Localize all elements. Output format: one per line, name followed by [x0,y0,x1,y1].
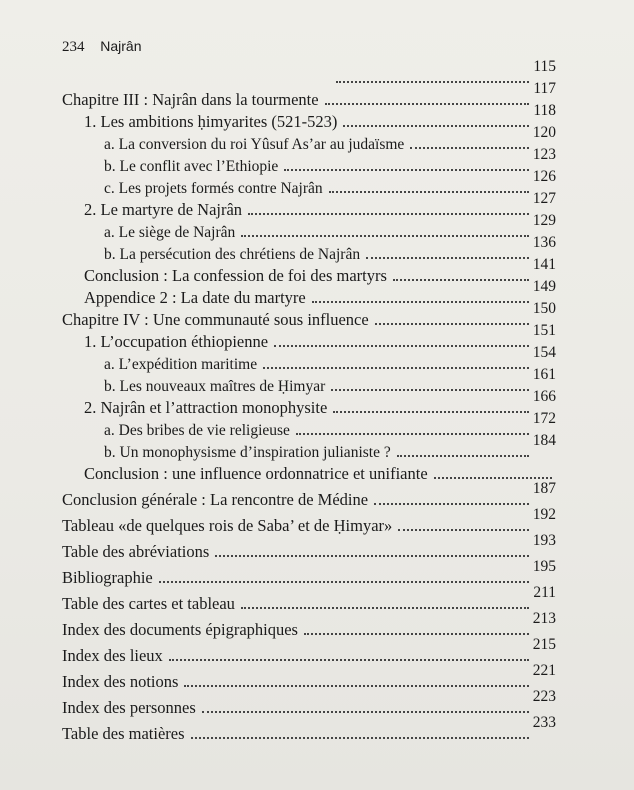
dot-leader [215,555,528,557]
toc-entry-page: 151 [532,322,556,339]
dot-leader [296,433,529,435]
toc-entry-page: 120 [532,124,556,141]
dot-leader [274,345,529,347]
dot-leader [312,301,529,303]
toc-entry-page: 187 [532,480,556,497]
toc-entry-label: 1. Les ambitions ḥimyarites (521-523) [84,112,338,131]
dot-leader [191,737,529,739]
toc-entry [104,212,556,242]
toc-entry-label: Chapitre III : Najrân dans la tourmente [62,90,319,109]
toc-entry [62,662,556,692]
toc-entry-label: 2. Najrân et l’attraction monophysite [84,398,328,417]
header-title: Najrân [100,38,142,54]
dot-leader [336,81,529,83]
toc-entry [104,366,556,396]
toc-entry [62,80,556,110]
dot-leader [434,477,552,479]
toc-entry [84,102,556,132]
toc-entry-label: Index des personnes [62,698,196,717]
toc-entry-label: b. Un monophysisme d’inspiration julianiste ? [104,444,391,461]
toc-entry-label: c. Les projets formés contre Najrân [104,180,323,197]
dot-leader [398,529,528,531]
toc-entry-label: 2. Le martyre de Najrân [84,200,243,219]
dot-leader [343,125,529,127]
toc-entry-label: b. Le conflit avec l’Ethiopie [104,158,279,175]
toc-entry-label: Chapitre IV : Une communauté sous influence [62,310,369,329]
toc-entry-label: Conclusion : La confession de foi des martyrs [84,266,387,285]
toc-entry [104,168,556,198]
toc-entry [62,532,556,562]
toc-entry [84,322,556,352]
toc-entry-label: a. La conversion du roi Yûsuf As’ar au judaïsme [104,136,405,153]
dot-leader [325,103,530,105]
toc-entry [62,636,556,666]
toc-entry [104,432,556,462]
dot-leader [304,633,529,635]
toc-entry-page: 149 [532,278,556,295]
toc-entry-page: 150 [532,300,556,317]
toc-entry [62,688,556,718]
toc-entry [84,256,556,286]
toc-entry-page: 221 [532,662,556,679]
toc-entry-label: Index des lieux [62,646,163,665]
dot-leader [263,367,529,369]
toc-entry-page: 192 [532,506,556,523]
toc-entry [104,344,556,374]
dot-leader [284,169,528,171]
toc-entry-label: a. Le siège de Najrân [104,224,236,241]
toc-entry-page: 127 [532,190,556,207]
header-page-number: 234 [62,39,85,55]
toc-entry-page: 215 [532,636,556,653]
toc-entry-page: 141 [532,256,556,273]
toc-entry-label: Index des notions [62,672,179,691]
toc-entry [104,124,556,154]
dot-leader [169,659,529,661]
toc-entry [62,300,556,330]
toc-entry-page: 123 [532,146,556,163]
toc-entry [104,146,556,176]
toc-entry-page: 211 [533,584,556,601]
toc-entry [84,388,556,418]
toc-entry-label: Table des cartes et tableau [62,594,235,613]
toc-entry-page: 233 [532,714,556,731]
toc-entry-label: Appendice 2 : La date du martyre [84,288,306,307]
dot-leader [374,503,529,505]
toc-entry-page: 136 [532,234,556,251]
toc-entry-label: 1. L’occupation éthiopienne [84,332,269,351]
dot-leader [329,191,529,193]
toc-entry-page: 161 [532,366,556,383]
toc-entry-page: 193 [532,532,556,549]
toc-entry-page: 213 [532,610,556,627]
toc-entry-page: 126 [532,168,556,185]
dot-leader [331,389,529,391]
toc-entry [62,610,556,640]
toc-entry [62,558,556,588]
dot-leader [375,323,529,325]
toc-entry-label: Tableau «de quelques rois de Saba’ et de Ḥimyar» [62,516,393,535]
dot-leader [241,607,529,609]
toc-entry-page: 115 [533,58,556,75]
toc-entry [330,58,556,88]
dot-leader [333,411,528,413]
dot-leader [410,147,528,149]
toc-entry [62,480,556,510]
toc-entry [62,714,556,744]
toc-entry-label: b. La persécution des chrétiens de Najrân [104,246,361,263]
toc-entry-page: 184 [532,432,556,449]
toc-entry-label: b. Les nouveaux maîtres de Ḥimyar [104,378,326,395]
dot-leader [248,213,529,215]
dot-leader [184,685,528,687]
toc-entry-page: 129 [532,212,556,229]
toc-entry-label: Bibliographie [62,568,153,587]
toc-entry-label: a. L’expédition maritime [104,356,258,373]
toc-entry [62,584,556,614]
toc-entry-page: 118 [533,102,556,119]
toc-entry-page: 223 [532,688,556,705]
toc-entry-label: Table des abréviations [62,542,210,561]
toc-entry-label: Conclusion : une influence ordonnatrice et unifiante [84,464,428,483]
toc-entry-page: 166 [532,388,556,405]
dot-leader [393,279,529,281]
toc-entry-page: 172 [532,410,556,427]
toc-entry [84,278,556,308]
toc-entry [104,410,556,440]
toc-entry [62,506,556,536]
toc-entry [104,234,556,264]
toc-entry-page: 154 [532,344,556,361]
dot-leader [397,455,529,457]
dot-leader [159,581,529,583]
toc-entry-page: 195 [532,558,556,575]
toc-entry-label: Index des documents épigraphiques [62,620,298,639]
dot-leader [366,257,529,259]
dot-leader [241,235,528,237]
toc-entry-label: Conclusion générale : La rencontre de Médine [62,490,369,509]
toc-entry-page: 117 [533,80,556,97]
toc-entry-label: a. Des bribes de vie religieuse [104,422,290,439]
toc-entry [84,462,556,484]
toc-entry-label: Table des matières [62,724,185,743]
toc-entry [84,190,556,220]
dot-leader [202,711,529,713]
